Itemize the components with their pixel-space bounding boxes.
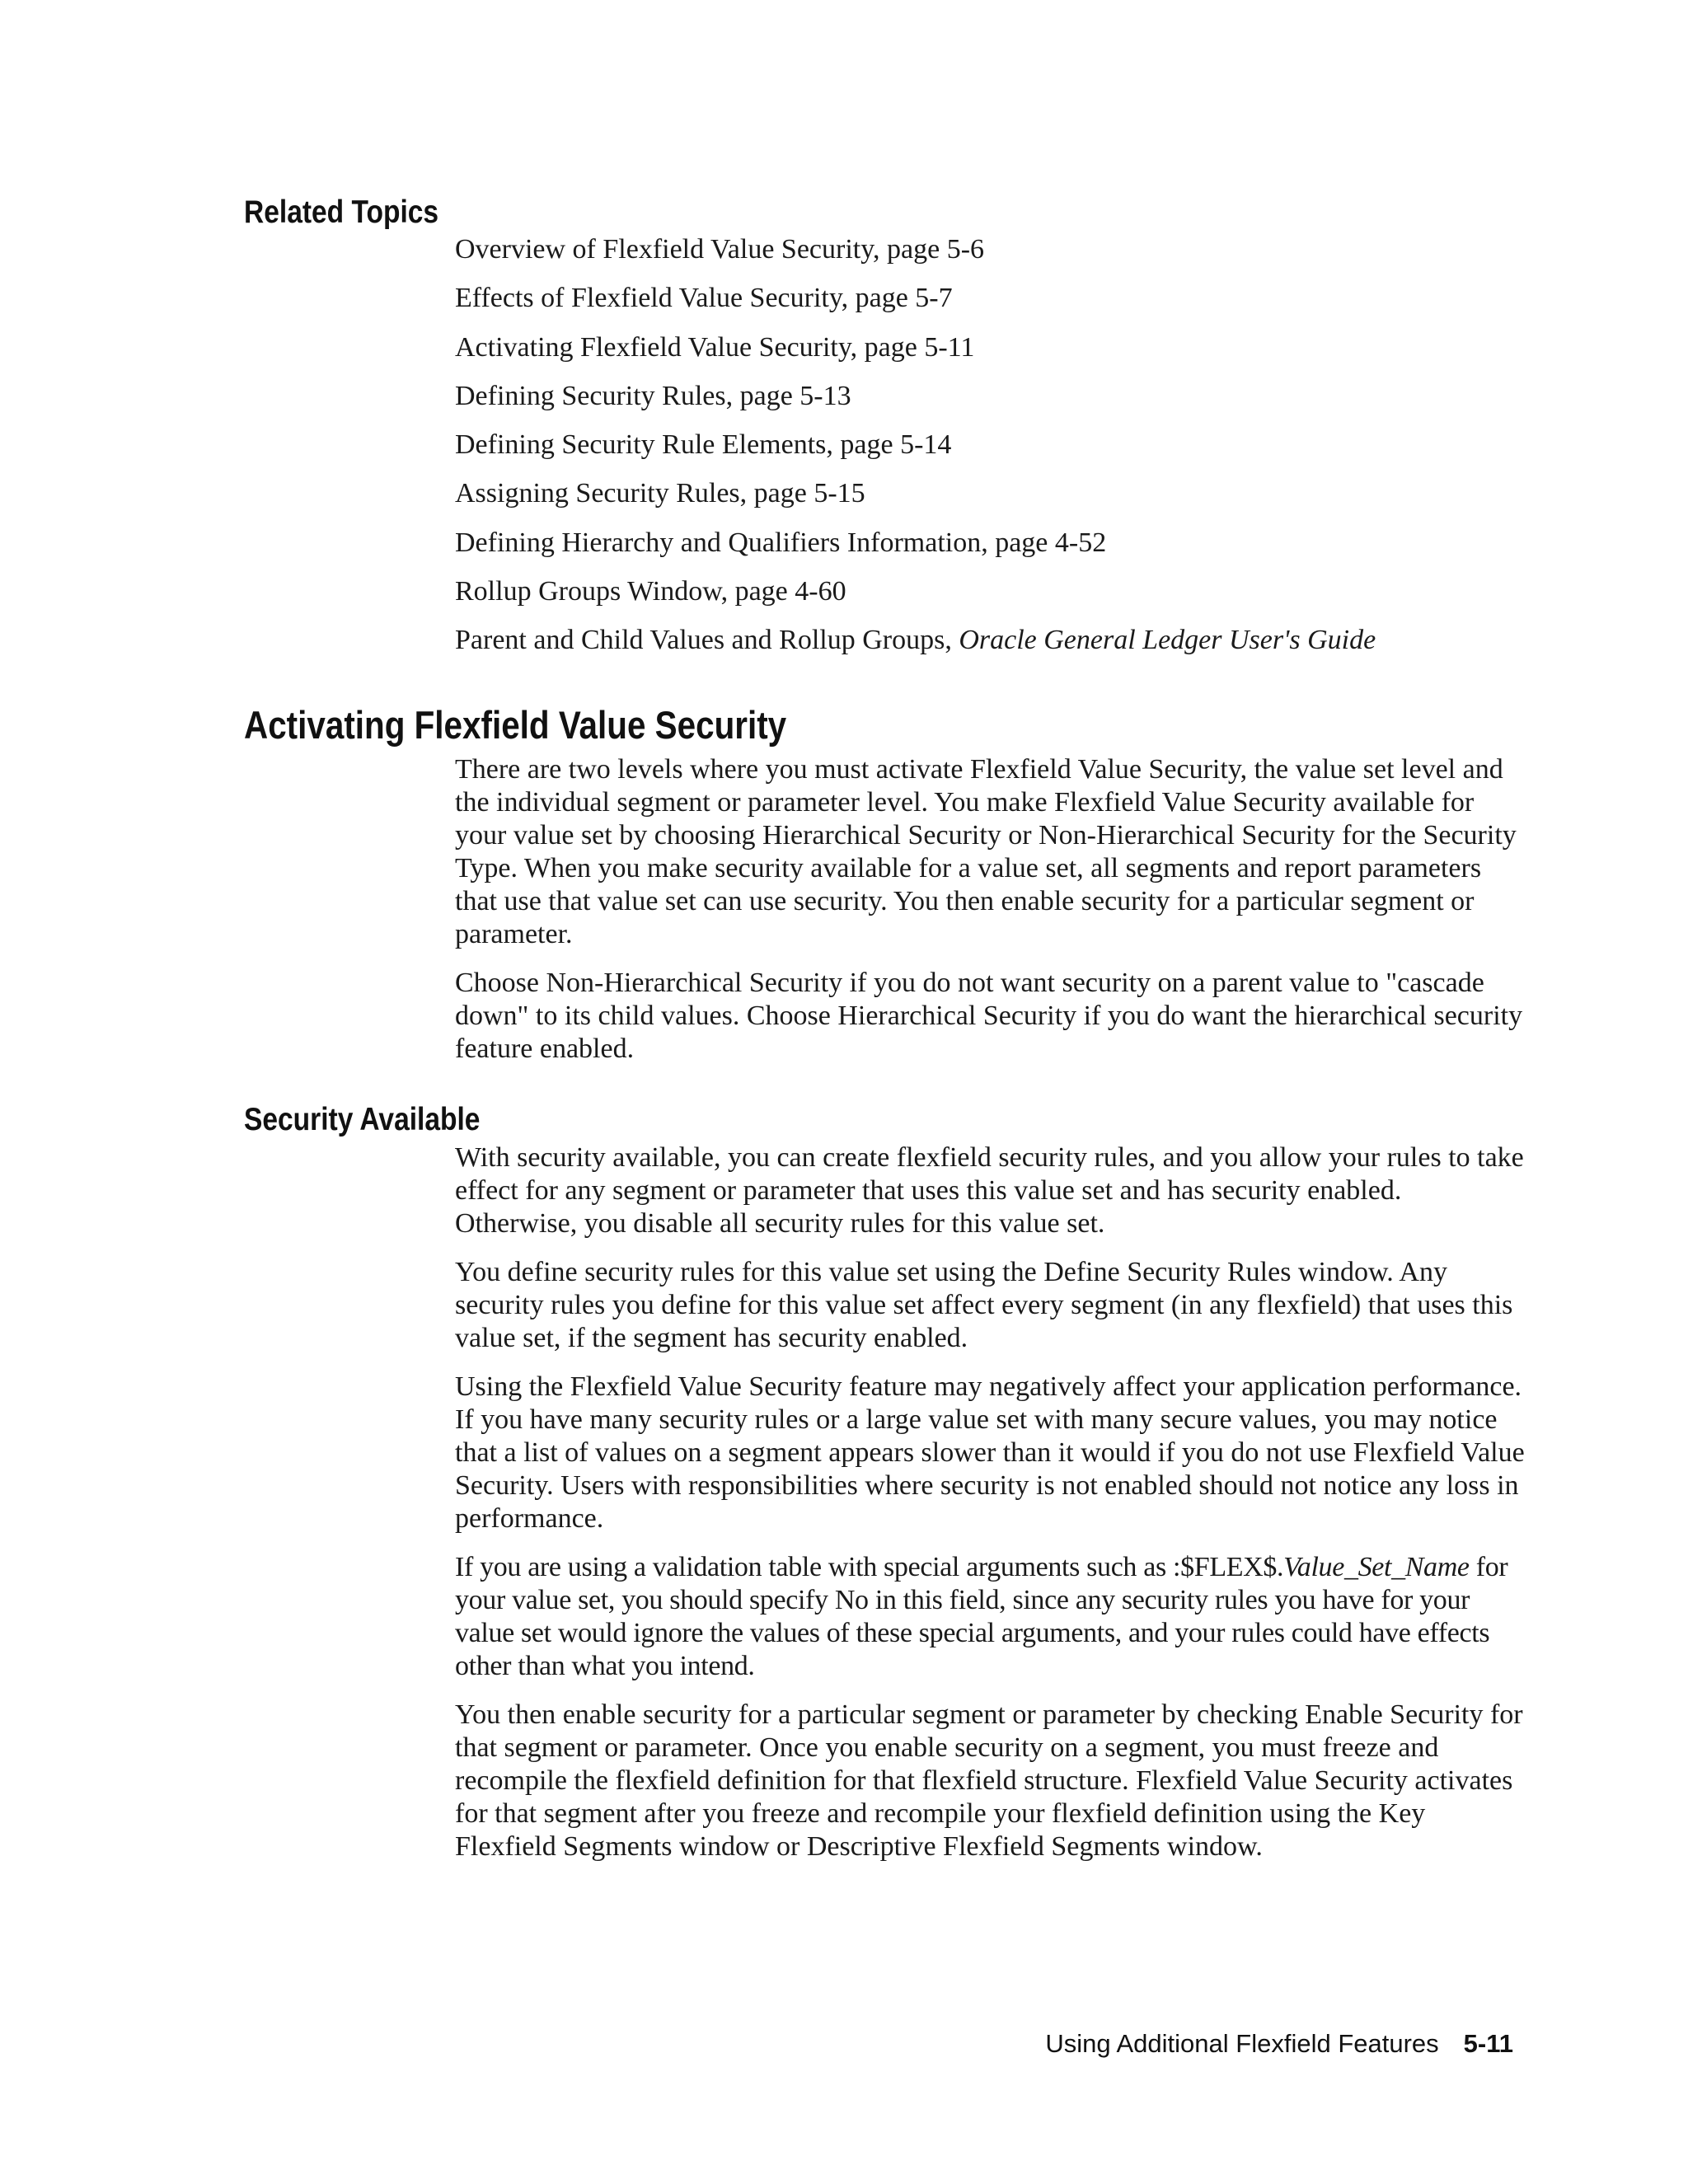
related-topics-list: [455, 233, 1526, 673]
security-paragraph: You define security rules for this value set using the Define Security Rules window. Any security rules you define for this value set affect every segment (in any flexfield) that uses this value set, if the segment has security enabled.: [455, 1257, 1513, 1353]
footer-page-number: 5-11: [1463, 2029, 1513, 2058]
related-topic-guide-title: Oracle General Ledger User's Guide: [959, 625, 1376, 656]
security-paragraph: Using the Flexfield Value Security feature may negatively affect your application performance. If you have many security rules or a large value set with many secure values, you may notice that a list of values on a segment appears slower than it would if you do not use Flexfield Value Security. Users with responsibilities where security is not enabled should not notice any loss in performance.: [455, 1371, 1525, 1534]
related-topic-link[interactable]: [455, 624, 1526, 673]
related-topic-link[interactable]: [455, 429, 1526, 477]
related-topics-section: [455, 233, 1526, 673]
security-available-heading: Security Available: [244, 1102, 481, 1137]
activating-paragraph: Choose Non-Hierarchical Security if you do not want security on a parent value to "cascade down" to its child values. Choose Hierarchical Security if you do want the hierarchical security feature enabled.: [455, 968, 1523, 1064]
related-topic-text: Parent and Child Values and Rollup Groups,: [455, 625, 959, 656]
security-paragraph-text: If you are using a validation table with special arguments such as :$FLEX$.: [455, 1552, 1284, 1582]
related-topic-link[interactable]: [455, 380, 1526, 429]
related-topic-text: Rollup Groups Window, page 4-60: [455, 576, 846, 607]
footer-chapter-title: Using Additional Flexfield Features: [1045, 2029, 1439, 2058]
related-topic-text: Defining Hierarchy and Qualifiers Information, page 4-52: [455, 527, 1107, 558]
related-topic-link[interactable]: [455, 331, 1526, 380]
security-paragraph-text: for your value set, you should specify No in this field, since any security rules you have for your value set would ignore the values of these special arguments, and your rules could have effects other than what you intend.: [455, 1552, 1508, 1681]
activating-paragraph: There are two levels where you must activate Flexfield Value Security, the value set level and the individual segment or parameter level. You make Flexfield Value Security available for your value set by choosing Hierarchical Security or Non-Hierarchical Security for the Security Type. When you make security available for a value set, all segments and report parameters that use that value set can use security. You then enable security for a particular segment or parameter.: [455, 754, 1517, 949]
security-paragraph: [455, 1551, 1526, 1683]
value-set-name-variable: Value_Set_Name: [1283, 1552, 1470, 1582]
related-topic-text: Effects of Flexfield Value Security, page 5-7: [455, 283, 953, 314]
related-topic-link[interactable]: [455, 575, 1526, 624]
related-topic-link[interactable]: [455, 282, 1526, 330]
related-topic-text: Overview of Flexfield Value Security, page 5-6: [455, 234, 985, 265]
related-topic-text: Activating Flexfield Value Security, page 5-11: [455, 331, 975, 363]
related-topic-text: Defining Security Rule Elements, page 5-14: [455, 429, 952, 461]
related-topic-link[interactable]: [455, 477, 1526, 526]
activating-heading: Activating Flexfield Value Security: [244, 703, 787, 747]
related-topics-heading: Related Topics: [244, 194, 439, 230]
page-footer: [1045, 2029, 1513, 2059]
security-available-section: [455, 1141, 1526, 1879]
related-topic-text: Defining Security Rules, page 5-13: [455, 380, 851, 411]
related-topic-link[interactable]: [455, 233, 1526, 282]
security-paragraph: You then enable security for a particular segment or parameter by checking Enable Security for that segment or parameter. Once you enable security on a segment, you must freeze and recompile the flexfield definition for that flexfield structure. Flexfield Value Security activates for that segment after you freeze and recompile your flexfield definition using the Key Flexfield Segments window or Descriptive Flexfield Segments window.: [455, 1699, 1523, 1862]
activating-section: [455, 753, 1526, 1081]
related-topic-text: Assigning Security Rules, page 5-15: [455, 478, 865, 509]
security-paragraph: With security available, you can create flexfield security rules, and you allow your rules to take effect for any segment or parameter that uses this value set and has security enabled. Otherwise, you disable all security rules for this value set.: [455, 1142, 1524, 1239]
related-topic-link[interactable]: [455, 527, 1526, 575]
